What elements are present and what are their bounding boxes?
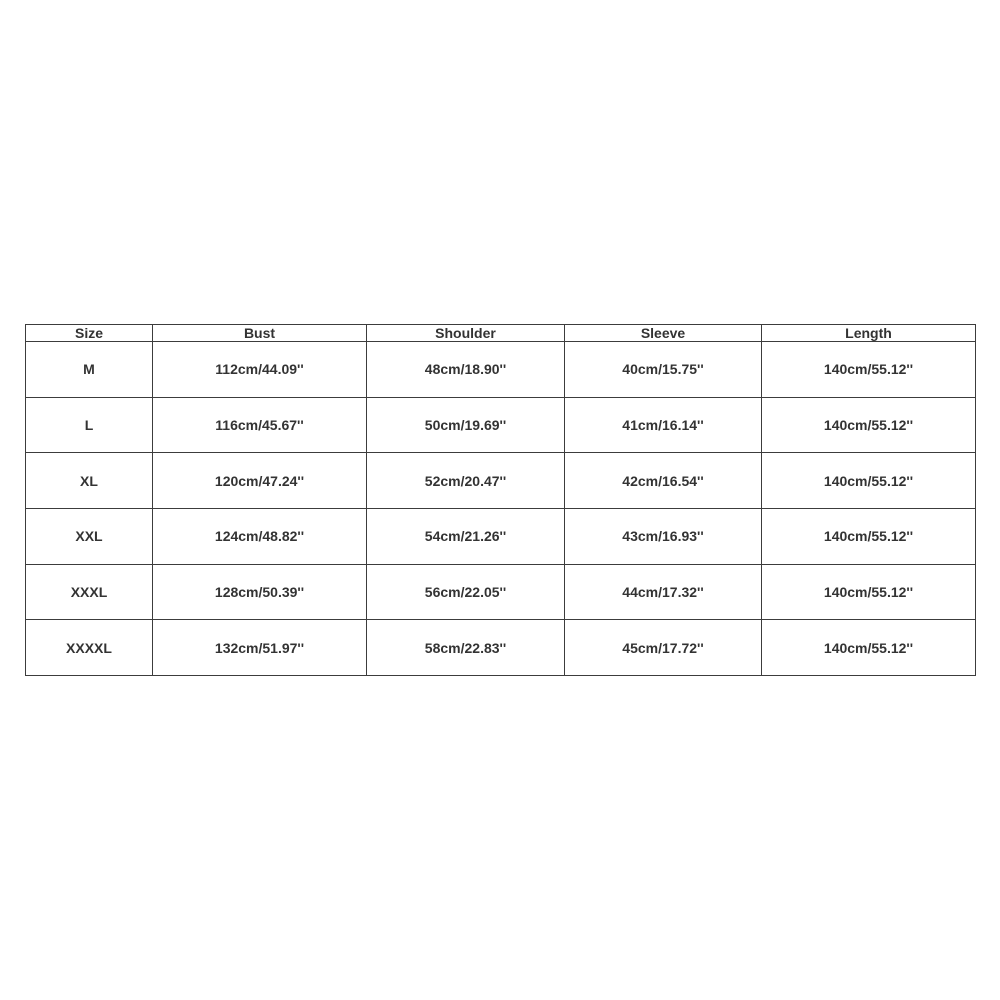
cell-bust: 120cm/47.24'' <box>153 453 367 509</box>
cell-bust: 132cm/51.97'' <box>153 620 367 676</box>
cell-length: 140cm/55.12'' <box>762 453 976 509</box>
cell-length: 140cm/55.12'' <box>762 397 976 453</box>
cell-sleeve: 43cm/16.93'' <box>565 508 762 564</box>
cell-length: 140cm/55.12'' <box>762 342 976 398</box>
cell-size: XXXXL <box>26 620 153 676</box>
cell-shoulder: 48cm/18.90'' <box>367 342 565 398</box>
cell-shoulder: 58cm/22.83'' <box>367 620 565 676</box>
cell-size: XXL <box>26 508 153 564</box>
cell-shoulder: 52cm/20.47'' <box>367 453 565 509</box>
cell-shoulder: 50cm/19.69'' <box>367 397 565 453</box>
header-cell-size: Size <box>26 325 153 342</box>
cell-sleeve: 40cm/15.75'' <box>565 342 762 398</box>
cell-length: 140cm/55.12'' <box>762 620 976 676</box>
cell-sleeve: 41cm/16.14'' <box>565 397 762 453</box>
cell-size: M <box>26 342 153 398</box>
table-row <box>26 342 976 398</box>
table-row <box>26 564 976 620</box>
cell-size: XXXL <box>26 564 153 620</box>
table-row <box>26 453 976 509</box>
size-chart-table <box>25 324 976 676</box>
table-row <box>26 508 976 564</box>
cell-sleeve: 44cm/17.32'' <box>565 564 762 620</box>
table-row <box>26 397 976 453</box>
table-row <box>26 620 976 676</box>
header-cell-shoulder: Shoulder <box>367 325 565 342</box>
cell-length: 140cm/55.12'' <box>762 508 976 564</box>
cell-shoulder: 54cm/21.26'' <box>367 508 565 564</box>
cell-size: XL <box>26 453 153 509</box>
cell-bust: 116cm/45.67'' <box>153 397 367 453</box>
header-cell-length: Length <box>762 325 976 342</box>
header-row <box>26 325 976 342</box>
cell-bust: 112cm/44.09'' <box>153 342 367 398</box>
cell-sleeve: 42cm/16.54'' <box>565 453 762 509</box>
cell-bust: 128cm/50.39'' <box>153 564 367 620</box>
cell-sleeve: 45cm/17.72'' <box>565 620 762 676</box>
header-cell-bust: Bust <box>153 325 367 342</box>
cell-shoulder: 56cm/22.05'' <box>367 564 565 620</box>
cell-length: 140cm/55.12'' <box>762 564 976 620</box>
header-cell-sleeve: Sleeve <box>565 325 762 342</box>
cell-bust: 124cm/48.82'' <box>153 508 367 564</box>
cell-size: L <box>26 397 153 453</box>
